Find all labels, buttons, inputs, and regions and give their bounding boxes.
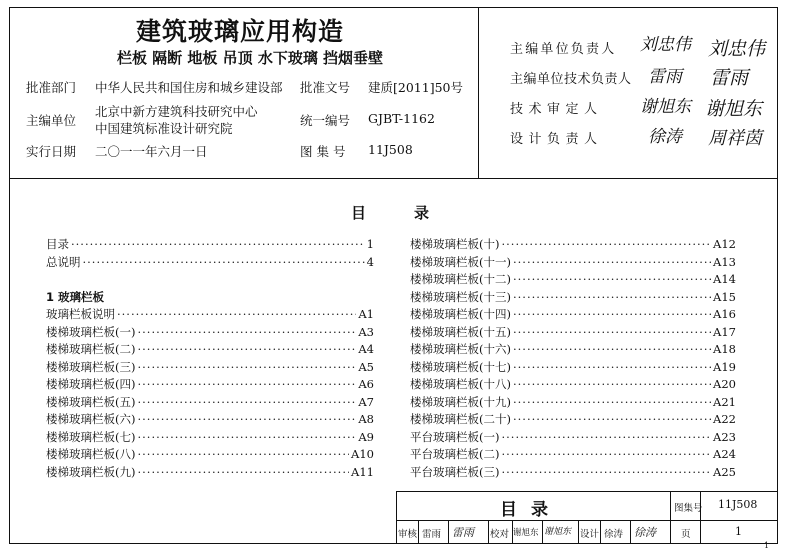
toc-entry-page: A6 [358,377,374,391]
toc-row[interactable] [46,394,374,412]
toc-row[interactable] [46,446,374,464]
toc-row[interactable] [46,359,374,377]
toc-leader-dots [71,237,365,251]
toc-row[interactable] [46,324,374,342]
approval-dept: 中华人民共和国住房和城乡建设部 [95,80,283,95]
toc-leader-dots [513,412,711,426]
title-block-mid-line [396,520,778,521]
check-name: 谢旭东 [513,528,539,538]
toc-entry-page: A15 [713,289,736,304]
toc-row[interactable] [46,376,374,394]
toc-leader-dots [513,307,711,321]
title-block-divider [542,520,543,544]
toc-leader-dots [513,377,711,391]
toc-leader-dots [137,360,356,374]
approval-doc: 建质[2011]50号 [368,80,463,95]
title-block-title: 目录 [500,500,562,520]
toc-row[interactable] [410,236,736,254]
toc-entry-label: 玻璃栏板说明 [46,307,115,321]
toc-entry-label: 楼梯玻璃栏板(十四) [410,307,511,321]
toc-leader-dots [137,465,349,479]
title-block-atlas-label: 图集号 [674,503,703,514]
toc-row[interactable] [410,324,736,342]
toc-row[interactable] [410,271,736,289]
toc-entry-label: 楼梯玻璃栏板(七) [46,429,136,444]
toc-entry-label: 楼梯玻璃栏板(十二) [410,272,511,286]
toc-row[interactable] [410,446,736,464]
review-label: 审核 [398,529,418,540]
approval-doc-label: 批准文号 [300,80,351,95]
toc-entry-page: A14 [713,272,736,286]
toc-entry-label: 楼梯玻璃栏板(十九) [410,394,511,409]
toc-row[interactable] [410,429,736,447]
toc-entry-page: A13 [713,254,736,269]
design-name: 徐涛 [604,529,624,540]
toc-entry-label: 楼梯玻璃栏板(四) [46,377,136,391]
toc-entry-label: 楼梯玻璃栏板(八) [46,447,136,461]
title-block-divider [418,520,419,544]
toc-entry-label: 1 玻璃栏板 [46,289,105,304]
toc-heading-right: 录 [414,204,430,222]
toc-entry-label: 楼梯玻璃栏板(二) [46,342,136,356]
toc-entry-page: A17 [713,324,736,339]
toc-entry-label: 楼梯玻璃栏板(五) [46,394,136,409]
toc-leader-dots [501,465,711,479]
toc-leader-dots [501,430,711,444]
toc-entry-page: A4 [358,342,374,356]
toc-entry-page: A9 [358,429,374,444]
toc-entry-label: 楼梯玻璃栏板(十五) [410,324,511,339]
title-block-divider [630,520,631,544]
title-block-divider [700,491,701,544]
header-vertical-divider [478,7,479,178]
toc-entry-page: A3 [358,324,374,339]
toc-entry-label: 楼梯玻璃栏板(十三) [410,289,511,304]
check-label: 校对 [490,529,510,540]
toc-entry-label: 楼梯玻璃栏板(九) [46,464,136,479]
toc-row[interactable] [46,306,374,324]
toc-leader-dots [137,325,356,339]
toc-leader-dots [117,307,356,321]
toc-row[interactable] [46,341,374,359]
responsible-label: 技术审定人 [510,102,603,117]
toc-entry-page: A23 [713,429,736,444]
page-number: 1 [735,525,742,538]
toc-row[interactable] [410,411,736,429]
toc-entry-label: 总说明 [46,254,81,269]
review-signature: 雷雨 [452,526,474,539]
toc-leader-dots [137,447,349,461]
toc-entry-page: A8 [358,412,374,426]
title-block-atlas-no: 11J508 [718,498,758,511]
signature: 谢旭东 [705,98,763,120]
editor-line-2: 中国建筑标准设计研究院 [95,121,233,136]
toc-row[interactable] [46,254,374,272]
toc-entry-page: A16 [713,307,736,321]
title-block-top-line [396,491,778,492]
toc-entry-page: A22 [713,412,736,426]
toc-entry-label: 楼梯玻璃栏板(二十) [410,412,511,426]
editor-line-1: 北京中新方建筑科技研究中心 [95,104,258,119]
toc-entry-page: A10 [351,447,374,461]
toc-entry-label: 楼梯玻璃栏板(十七) [410,359,511,374]
approval-dept-label: 批准部门 [26,80,77,95]
design-label: 设计 [580,529,600,540]
toc-entry-label: 楼梯玻璃栏板(十八) [410,377,511,391]
toc-leader-dots [513,395,711,409]
toc-leader-dots [501,447,711,461]
corner-mark: 1 [764,541,770,550]
toc-entry-page: A21 [713,394,736,409]
toc-entry-label: 楼梯玻璃栏板(六) [46,412,136,426]
toc-entry-page: A20 [713,377,736,391]
toc-leader-dots [513,272,711,286]
toc-leader-dots [137,342,356,356]
toc-leader-dots [137,412,356,426]
unified-no: GJBT-1162 [368,111,435,126]
toc-row[interactable] [46,236,374,254]
review-name: 雷雨 [422,529,442,540]
title-block-divider [600,520,601,544]
toc-entry-label: 楼梯玻璃栏板(一) [46,324,136,339]
toc-row[interactable] [46,411,374,429]
toc-leader-dots [513,360,711,374]
editor-label: 主编单位 [26,113,77,128]
toc-entry-page: A5 [358,359,374,374]
title-block-divider [488,520,489,544]
toc-entry-page: 4 [366,254,374,269]
toc-entry-page: 1 [366,237,374,251]
design-signature: 徐涛 [634,526,656,539]
toc-leader-dots [137,395,356,409]
toc-row[interactable] [410,341,736,359]
responsible-label: 主编单位技术负责人 [510,72,632,87]
signature: 徐涛 [648,127,682,147]
toc-leader-dots [513,325,711,339]
responsible-label: 主编单位负责人 [510,42,617,57]
title-block-divider [448,520,449,544]
toc-entry-page: A24 [713,447,736,461]
toc-entry-page: A19 [713,359,736,374]
toc-leader-dots [137,430,356,444]
responsible-label: 设计负责人 [510,132,603,147]
toc-row[interactable] [46,464,374,482]
toc-leader-dots [501,237,711,251]
toc-entry-page: A11 [351,464,374,479]
effective-label: 实行日期 [26,144,77,159]
toc-entry-label: 楼梯玻璃栏板(十) [410,237,500,251]
toc-entry-page: A25 [713,464,736,479]
toc-entry-label: 平台玻璃栏板(三) [410,464,500,479]
toc-row[interactable] [410,254,736,272]
toc-row[interactable] [410,394,736,412]
toc-left-column [46,236,374,481]
toc-leader-dots [513,255,711,269]
atlas-subtitle: 栏板 隔断 地板 吊顶 水下玻璃 挡烟垂壁 [116,49,384,67]
signature: 雷雨 [710,67,749,89]
toc-leader-dots [83,255,365,269]
toc-entry-label: 平台玻璃栏板(一) [410,429,500,444]
toc-entry-label: 楼梯玻璃栏板(十六) [410,342,511,356]
toc-entry-label: 楼梯玻璃栏板(三) [46,359,136,374]
header-divider [9,178,778,179]
signature: 谢旭东 [640,97,691,117]
toc-entry-label: 楼梯玻璃栏板(十一) [410,254,511,269]
page-label: 页 [681,529,691,540]
toc-entry-page: A12 [713,237,736,251]
atlas-no: 11J508 [368,142,413,157]
toc-row[interactable] [410,359,736,377]
toc-row[interactable] [46,429,374,447]
effective-date: 二〇一一年六月一日 [95,144,208,159]
signature: 雷雨 [648,67,682,87]
title-block-divider [670,491,671,544]
toc-leader-dots [513,342,711,356]
toc-entry-page: A18 [713,342,736,356]
toc-entry-label: 目录 [46,237,69,251]
atlas-no-label: 图 集 号 [300,144,346,159]
title-block-left-line [396,491,397,544]
toc-leader-dots [513,290,711,304]
toc-row[interactable] [410,464,736,482]
unified-no-label: 统一编号 [300,113,351,128]
toc-leader-dots [137,377,356,391]
signature: 刘忠伟 [708,38,766,60]
toc-entry-page: A7 [358,394,374,409]
toc-row[interactable] [410,376,736,394]
signature: 刘忠伟 [640,35,691,55]
check-signature: 谢旭东 [544,527,572,537]
toc-heading-left: 目 [351,204,367,222]
toc-row[interactable] [410,306,736,324]
toc-right-column [410,236,736,481]
title-block-divider [578,520,579,544]
toc-row[interactable] [46,289,374,307]
toc-row[interactable] [410,289,736,307]
signature: 周祥茵 [708,128,762,149]
toc-entry-page: A1 [358,307,374,321]
toc-row[interactable] [46,271,374,289]
toc-entry-label: 平台玻璃栏板(二) [410,447,500,461]
atlas-title: 建筑玻璃应用构造 [135,17,344,46]
